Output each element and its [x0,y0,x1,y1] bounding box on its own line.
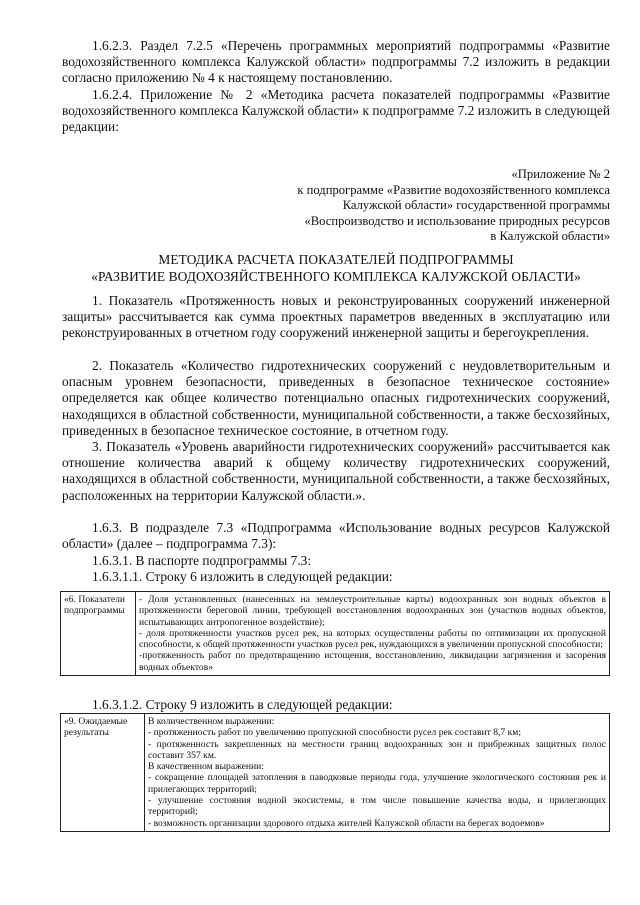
table-item: -протяженность работ по предотвращению истощения, восстановлению, ликвидации загрязнения и засорения водных объектов» [139,650,606,673]
paragraph-1-6-2-4: 1.6.2.4. Приложение № 2 «Методика расчета показателей подпрограммы «Развитие водохозяйственного комплекса Калужской области» к подпрограмме 7.2 изложить в следующей редакции: [62,87,610,135]
passport-table-row-9 [60,713,610,832]
paragraph-1-6-2-3: 1.6.2.3. Раздел 7.2.5 «Перечень программных мероприятий подпрограммы «Развитие водохозяйственного комплекса Калужской области» подпрограммы 7.2 изложить в редакции согласно приложению № 4 к настоящему постановлению. [62,38,610,86]
table-item: - Доля установленных (нанесенных на землеустроительные карты) водоохранных зон водных объектов в протяженности береговой линии, требующей восстановления водоохранных зон (участков водных объектов, испытывающих антропогенное воздействие); [139,594,606,628]
method-item-3: 3. Показатель «Уровень аварийности гидротехнических сооружений» рассчитывается как отношение количества аварий к общему количеству гидротехнических сооружений, находящихся в областной собственности, муниципальной собственности, а также бесхозяйных, расположенных на территории Калужской области.». [62,439,610,503]
passport-table-row-6 [60,591,610,676]
appendix-line: «Приложение № 2 [511,167,610,181]
paragraph-1-6-3-1-1: 1.6.3.1.1. Строку 6 изложить в следующей редакции: [92,569,393,584]
appendix-line: «Воспроизводство и использование природных ресурсов [304,213,610,228]
table-item: - возможность организации здорового отдыха жителей Калужской области на берегах водоемов» [148,817,545,829]
table-label-cell: «9. Ожидаемые результаты [61,714,145,832]
table-item: - протяженность закрепленных на местности границ водоохранных зон и прибрежных защитных полос составит 357 км. [148,738,606,761]
method-item-2: 2. Показатель «Количество гидротехнических сооружений с неудовлетворительным и опасным уровнем безопасности, приведенных в безопасное техническое состояние» определяется как общее количество потенциально опасных гидротехнических сооружений, находящихся в областной собственности, муниципальной собственности, а также бесхозяйных, приведенных в безопасное техническое состояние, в отчетном году. [62,358,610,438]
table-item: В качественном выражении: [148,761,264,773]
appendix-line: Калужской области» государственной программы [342,198,610,213]
table-content-cell [145,714,610,832]
appendix-line: к подпрограмме «Развитие водохозяйственного комплекса [297,182,610,197]
table-item: - улучшение состояния водной экосистемы, в том числе повышение качества воды, и прилегающих территорий; [148,795,606,818]
method-item-1: 1. Показатель «Протяженность новых и реконструированных сооружений инженерной защиты» рассчитывается как сумма проектных параметров введенных в эксплуатацию или реконструированных в отчетном году сооружений инженерной защиты и берегоукрепления. [62,293,610,341]
title-line: «РАЗВИТИЕ ВОДОХОЗЯЙСТВЕННОГО КОМПЛЕКСА КАЛУЖСКОЙ ОБЛАСТИ» [91,269,581,284]
appendix-line: в Калужской области» [490,229,610,244]
table-content-cell [136,592,610,676]
methodology-title [62,251,610,285]
table-item: - сокращение площадей затопления в паводковые периоды года, улучшение экологического состояния рек и прилегающих территорий; [148,772,606,795]
paragraph-1-6-3: 1.6.3. В подразделе 7.3 «Подпрограмма «Использование водных ресурсов Калужской области» (далее – подпрограмма 7.3): [62,520,610,552]
table-item: В количественном выражении: [148,716,275,727]
table-item: - доля протяженности участков русел рек, на которых осуществлены работы по оптимизации их пропускной способности, к общей протяженности участков русел рек, нуждающихся в увеличении пропускной способности; [139,627,606,651]
table-item: - протяженность работ по увеличению пропускной способности русел рек составит 8,7 км; [148,727,521,739]
table-label-cell: «6. Показатели подпрограммы [61,592,136,676]
title-line: МЕТОДИКА РАСЧЕТА ПОКАЗАТЕЛЕЙ ПОДПРОГРАММЫ [158,252,514,267]
paragraph-1-6-3-1: 1.6.3.1. В паспорте подпрограммы 7.3: [92,553,312,568]
paragraph-1-6-3-1-2: 1.6.3.1.2. Строку 9 изложить в следующей редакции: [92,697,393,712]
appendix-heading [250,167,610,245]
